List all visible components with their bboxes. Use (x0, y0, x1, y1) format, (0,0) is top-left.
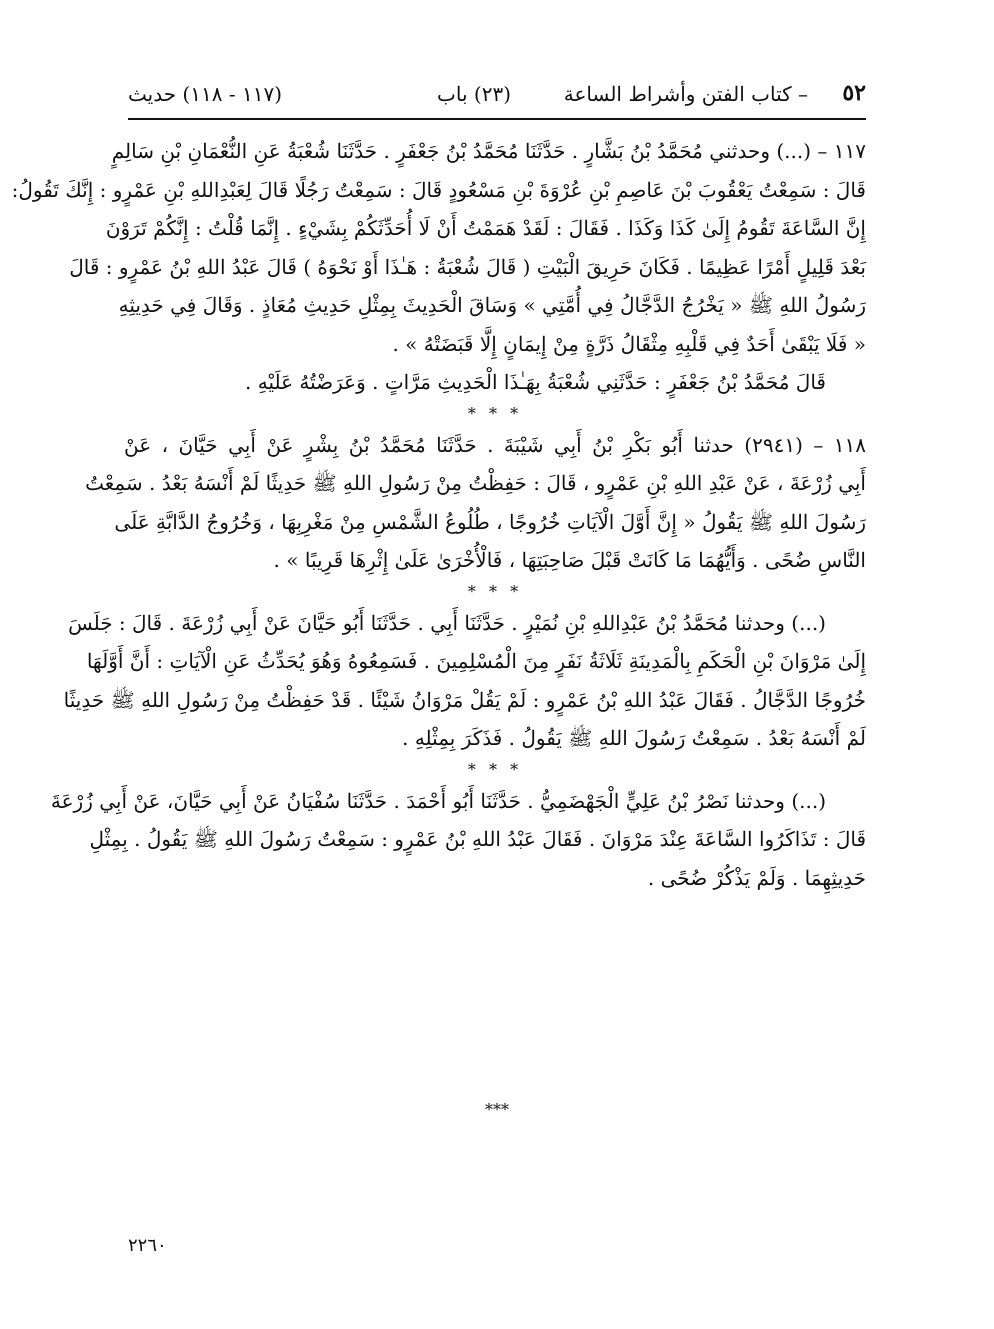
separator: * * * (467, 403, 523, 423)
end-mark: *** (485, 1100, 509, 1119)
text-line: « فَلَا يَبْقَىٰ أَحَدٌ فِي قَلْبِهِ مِثْقَالُ ذَرَّةٍ مِنْ إِيمَانٍ إِلَّا قَبَضَتْهُ » . (392, 331, 866, 356)
text-line: قَالَ مُحَمَّدُ بْنُ جَعْفَرٍ : حَدَّثَنِي شُعْبَةُ بِهَـٰذَا الْحَدِيثِ مَرَّاتٍ . وَعَرَضْتُهُ عَلَيْهِ . (245, 370, 826, 394)
text-line: إِلَىٰ مَرْوَانَ بْنِ الْحَكَمِ بِالْمَدِينَةِ ثَلَاثَةُ نَفَرٍ مِنَ الْمُسْلِمِينَ . فَسَمِعُوهُ وَهُوَ يُحَدِّثُ عَنِ الْآيَاتِ : أَنَّ أَوَّلَهَا (86, 649, 866, 673)
page-number: ٥٢ (842, 80, 866, 106)
hadith-range: (١١٧ - ١١٨) حديث (128, 82, 282, 106)
text-line: إِنَّ السَّاعَةَ تَقُومُ إِلَىٰ كَذَا وَكَذَا . فَقَالَ : لَقَدْ هَمَمْتُ أَنْ لَا أُحَدِّثَكُمْ بِشَيْءٍ . إِنَّمَا قُلْتُ : إِنَّكُمْ تَرَوْنَ (105, 216, 866, 240)
running-header (128, 80, 866, 116)
hadith-118-b (63, 604, 866, 758)
text-line: أَبِي زُرْعَةَ ، عَنْ عَبْدِ اللهِ بْنِ عَمْرٍو ، قَالَ : حَفِظْتُ مِنْ رَسُولِ اللهِ ﷺ حَدِيثًا لَمْ أَنْسَهُ بَعْدُ . سَمِعْتُ (85, 471, 866, 495)
text-line: ١١٨ – (٢٩٤١) حدثنا أَبُو بَكْرِ بْنُ أَبِي شَيْبَةَ . حَدَّثَنَا مُحَمَّدُ بْنُ بِشْرٍ عَنْ أَبِي حَيَّانَ ، عَنْ (124, 432, 866, 457)
text-line: بَعْدَ قَلِيلٍ أَمْرًا عَظِيمًا . فَكَانَ حَرِيقَ الْبَيْتِ ( قَالَ شُعْبَةُ : هَـٰذَا أَوْ نَحْوَهُ ) قَالَ عَبْدُ اللهِ بْنُ عَمْرٍو : قَالَ (69, 254, 866, 279)
absolute-page-number: ٢٢٦٠ (128, 1235, 167, 1256)
text-line: (...) وحدثنا نَصْرُ بْنُ عَلِيٍّ الْجَهْضَمِيُّ . حَدَّثَنَا أَبُو أَحْمَدَ . حَدَّثَنَا سُفْيَانُ عَنْ أَبِي حَيَّانَ، عَنْ أَبِي زُرْعَةَ (50, 788, 826, 813)
text-line: (...) وحدثنا مُحَمَّدُ بْنُ عَبْدِاللهِ بْنِ نُمَيْرٍ . حَدَّثَنَا أَبِي . حَدَّثَنَا أَبُو حَيَّانَ عَنْ أَبِي زُرْعَةَ . قَالَ : جَلَسَ (68, 610, 826, 635)
header-rule (128, 118, 866, 120)
text-line: النَّاسِ ضُحًى . وَأَيُّهُمَا مَا كَانَتْ قَبْلَ صَاحِبَتِهَا ، فَالْأُخْرَىٰ عَلَىٰ إِثْرِهَا قَرِيبًا » . (273, 548, 866, 572)
text-line: خُرُوجًا الدَّجَّالُ . فَقَالَ عَبْدُ اللهِ بْنُ عَمْرٍو : لَمْ يَقُلْ مَرْوَانُ شَيْئًا . قَدْ حَفِظْتُ مِنْ رَسُولِ اللهِ ﷺ حَدِيثًا (63, 687, 866, 712)
hadith-117 (11, 132, 866, 402)
body-text (11, 132, 866, 897)
hadith-118-c (50, 782, 866, 898)
separator: * * * (467, 581, 523, 601)
text-line: قَالَ : تَذَاكَرُوا السَّاعَةَ عِنْدَ مَرْوَانَ . فَقَالَ عَبْدُ اللهِ بْنُ عَمْرٍو : سَمِعْتُ رَسُولَ اللهِ ﷺ يَقُولُ . بِمِثْلِ (89, 827, 866, 851)
text-line: حَدِيثِهِمَا . وَلَمْ يَذْكُرْ ضُحًى . (647, 865, 866, 890)
text-line: قَالَ : سَمِعْتُ يَعْقُوبَ بْنَ عَاصِمِ بْنِ عُرْوَةَ بْنِ مَسْعُودٍ قَالَ : سَمِعْتُ رَجُلًا قَالَ لِعَبْدِاللهِ بْنِ عَمْرٍو : إِنَّكَ تَقُولُ: (11, 177, 866, 202)
text-line: رَسُولُ اللهِ ﷺ « يَخْرُجُ الدَّجَّالُ فِي أُمَّتِي » وَسَاقَ الْحَدِيثَ بِمِثْلِ حَدِيثِ مُعَاذٍ . وَقَالَ فِي حَدِيثِهِ (118, 293, 866, 317)
hadith-118 (85, 426, 866, 580)
text-line: ١١٧ – (...) وحدثني مُحَمَّدُ بْنُ بَشَّارٍ . حَدَّثَنَا مُحَمَّدُ بْنُ جَعْفَرٍ . حَدَّثَنَا شُعْبَةُ عَنِ النُّعْمَانِ بْنِ سَالِمٍ (111, 139, 866, 163)
text-line: لَمْ أَنْسَهُ بَعْدُ . سَمِعْتُ رَسُولَ اللهِ ﷺ يَقُولُ . فَذَكَرَ بِمِثْلِهِ . (402, 726, 866, 750)
chapter-label: (٢٣) باب (437, 82, 511, 106)
text-line: رَسُولَ اللهِ ﷺ يَقُولُ « إِنَّ أَوَّلَ الْآيَاتِ خُرُوجًا ، طُلُوعُ الشَّمْسِ مِنْ مَغْرِبِهَا ، وَخُرُوجُ الدَّابَّةِ عَلَى (114, 509, 866, 534)
book-title: – كتاب الفتن وأشراط الساعة (563, 82, 808, 106)
separator: * * * (467, 759, 523, 779)
